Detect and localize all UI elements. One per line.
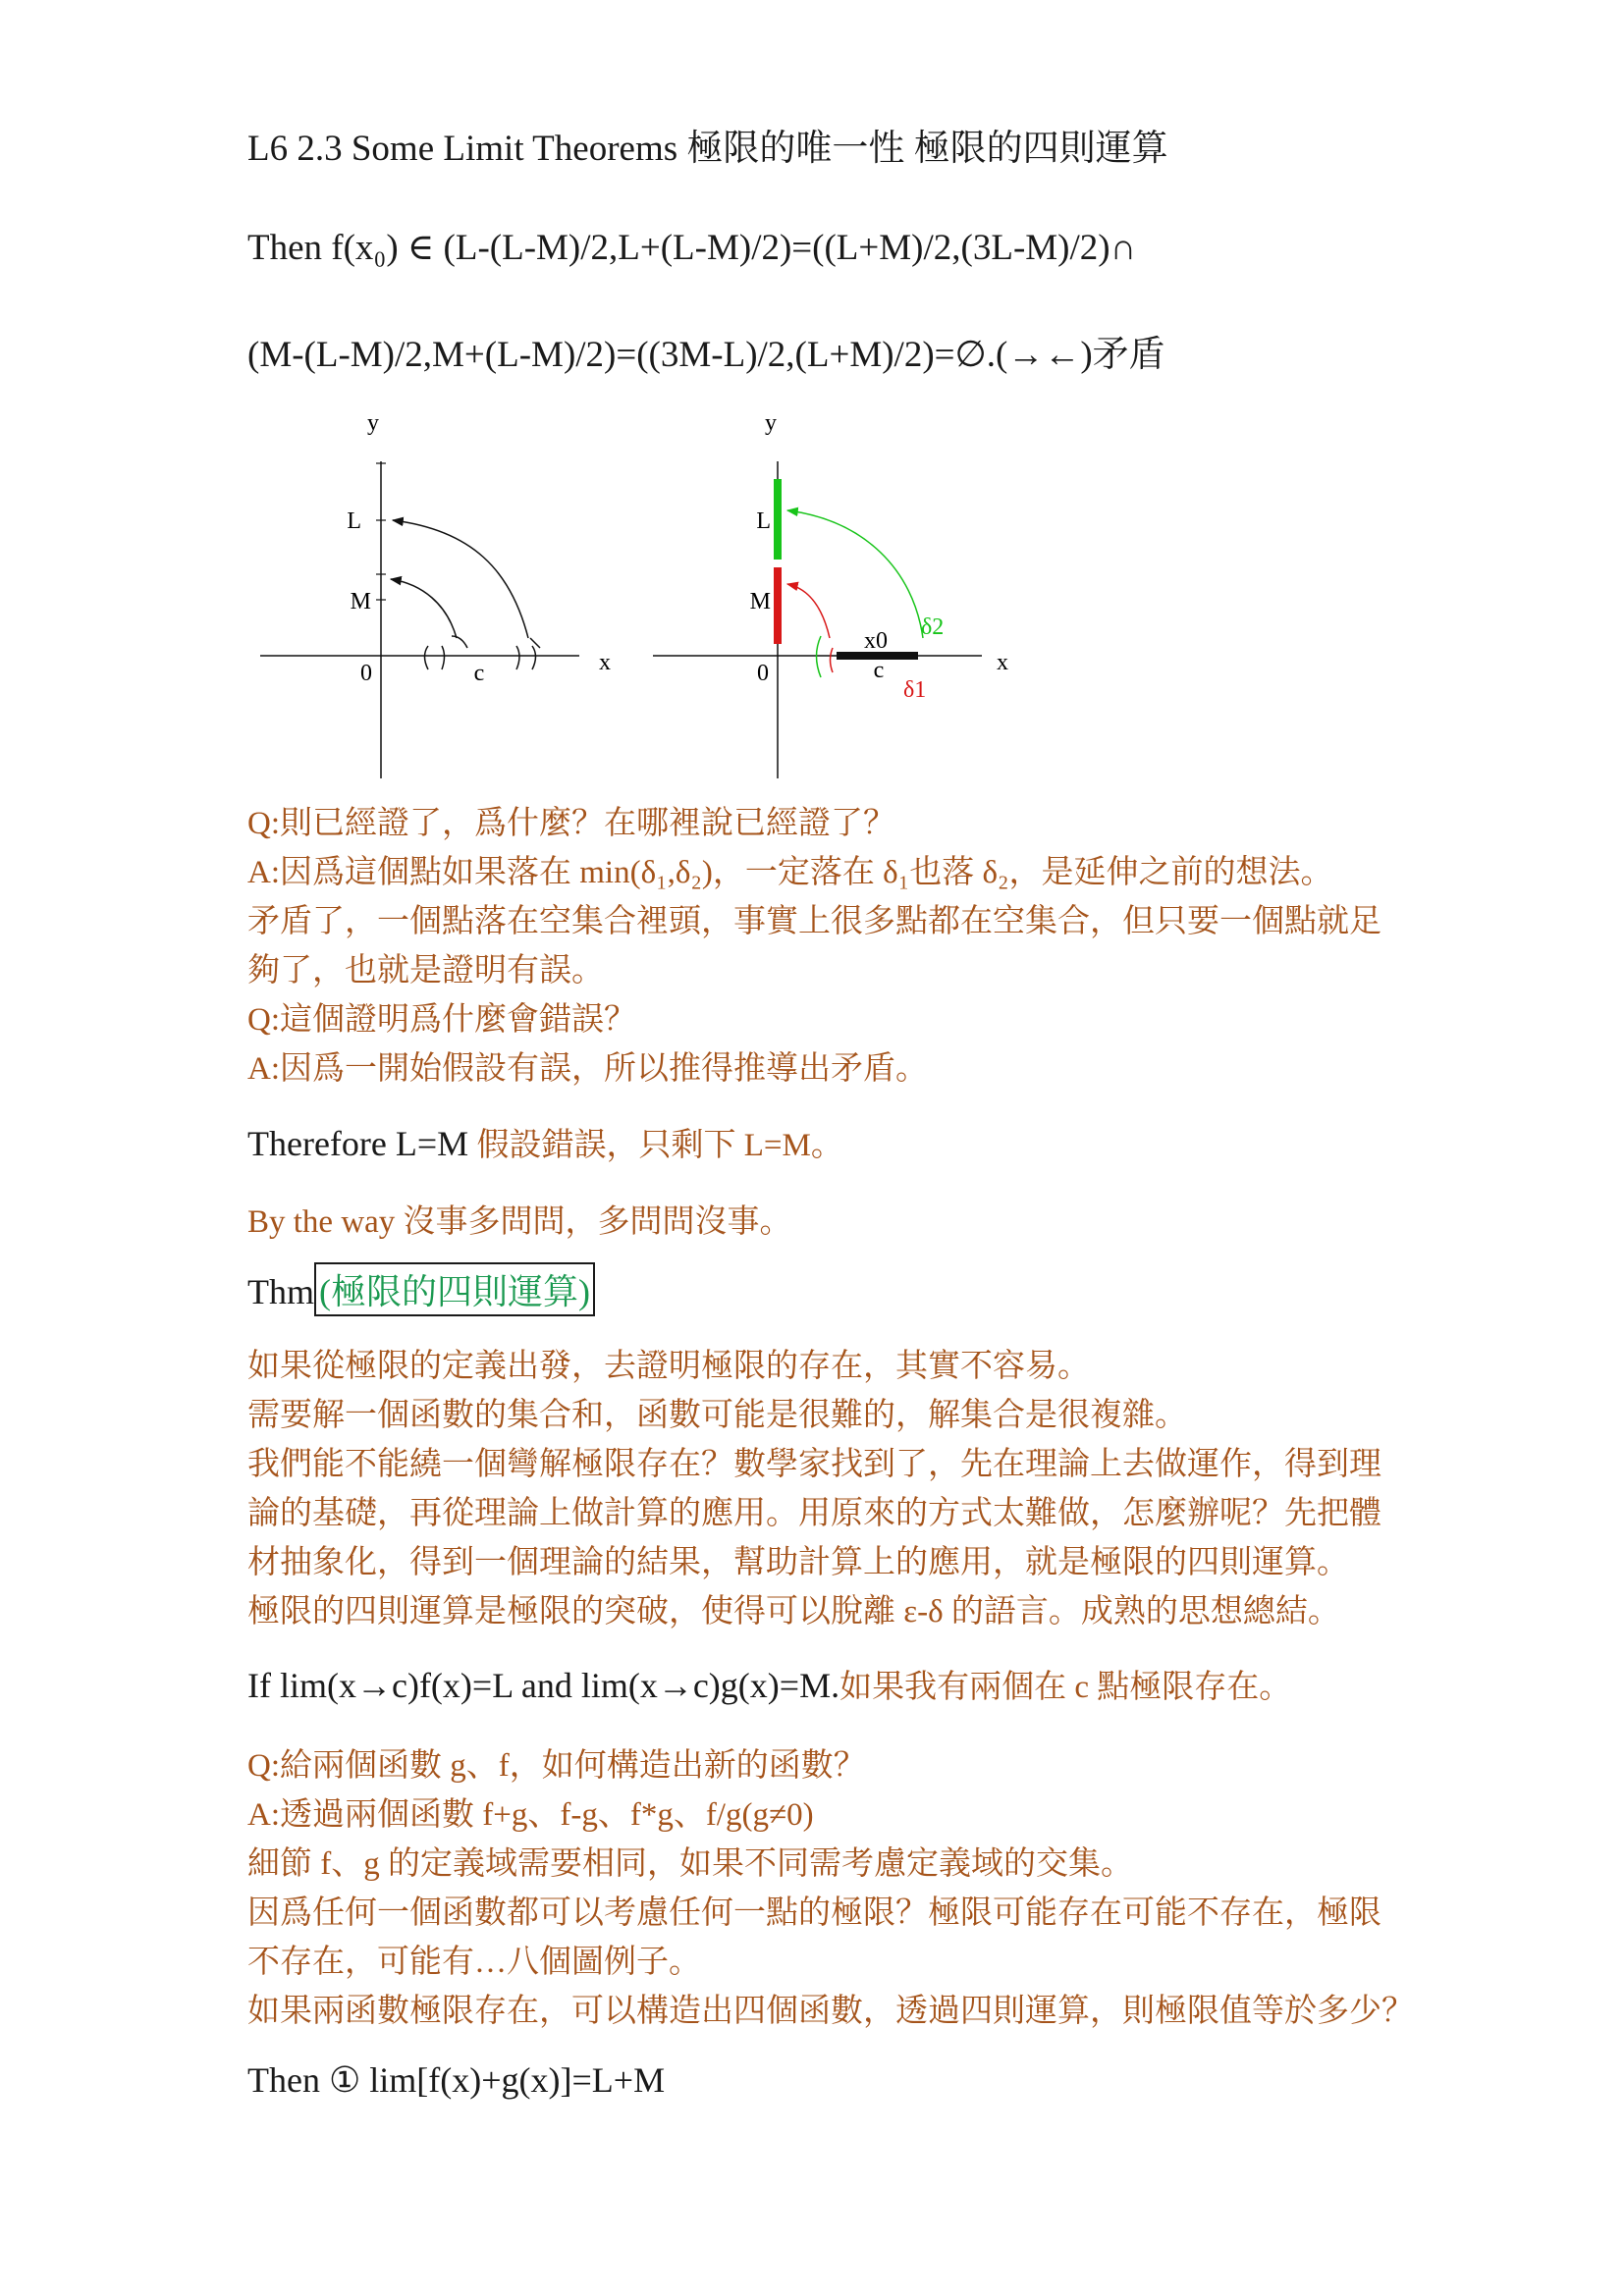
left-diagram bbox=[260, 410, 611, 778]
qa2-line-4: 因爲任何一個函數都可以考慮任何一點的極限？極限可能存在可能不存在，極限 bbox=[247, 1896, 1381, 1931]
if-note: 如果我有兩個在 c 點極限存在。 bbox=[839, 1670, 1292, 1705]
page-title: L6 2.3 Some Limit Theorems 極限的唯一性 極限的四則運算 bbox=[247, 129, 1168, 169]
left-M-label: M bbox=[350, 589, 371, 614]
left-x-label: x bbox=[599, 650, 611, 675]
qa2-line-1: Q:給兩個函數 g、f，如何構造出新的函數？ bbox=[247, 1748, 866, 1784]
right-c-label: c bbox=[873, 658, 885, 683]
para-line-6: 極限的四則運算是極限的突破，使得可以脫離 ε-δ 的語言。成熟的思想總結。 bbox=[247, 1594, 1340, 1629]
therefore-prefix: Therefore L=M bbox=[247, 1124, 469, 1163]
para-line-2: 需要解一個函數的集合和，函數可能是很難的，解集合是很複雜。 bbox=[247, 1398, 1187, 1433]
if-line bbox=[247, 1661, 1291, 1707]
therefore-line bbox=[247, 1119, 843, 1165]
by-the-way-line: By the way 沒事多問問，多問問沒事。 bbox=[247, 1204, 792, 1240]
left-origin-label: 0 bbox=[360, 661, 372, 686]
qa2-line-5: 不存在，可能有…八個圖例子。 bbox=[247, 1945, 701, 1980]
para-line-1: 如果從極限的定義出發，去證明極限的存在，其實不容易。 bbox=[247, 1349, 1090, 1384]
limit-figure bbox=[236, 402, 1051, 785]
para-line-3: 我們能不能繞一個彎解極限存在？數學家找到了，先在理論上去做運作，得到理 bbox=[247, 1447, 1381, 1482]
qa1-line-2: A:因爲這個點如果落在 min(δ₁,δ₂)，一定落在 δ₁也落 δ₂，是延伸之前的想法。 bbox=[247, 855, 1333, 890]
delta1-label: δ1 bbox=[903, 677, 927, 703]
left-c-label: c bbox=[473, 661, 485, 686]
proof-line-2: (M-(L-M)/2,M+(L-M)/2)=((3M-L)/2,(L+M)/2)=∅.(→←)矛盾 bbox=[247, 335, 1165, 375]
qa1-line-1: Q:則已經證了，爲什麼？在哪裡說已經證了？ bbox=[247, 806, 895, 841]
right-origin-label: 0 bbox=[757, 661, 769, 686]
qa1-line-5: Q:這個證明爲什麼會錯誤？ bbox=[247, 1002, 636, 1038]
proof-line-1: Then f(x₀) ∈ (L-(L-M)/2,L+(L-M)/2)=((L+M)/2,(3L-M)/2)∩ bbox=[247, 228, 1137, 268]
then-line-1: Then ① lim[f(x)+g(x)]=L+M bbox=[247, 2060, 666, 2100]
right-y-label: y bbox=[765, 410, 777, 436]
right-diagram bbox=[653, 410, 1008, 778]
thm-boxed-title: (極限的四則運算) bbox=[314, 1262, 595, 1316]
right-M-label: M bbox=[749, 589, 771, 614]
para-line-5: 材抽象化，得到一個理論的結果，幫助計算上的應用，就是極限的四則運算。 bbox=[247, 1545, 1349, 1580]
left-y-label: y bbox=[367, 410, 379, 436]
thm-prefix: Thm bbox=[247, 1272, 314, 1311]
therefore-rest: 假設錯誤，只剩下 L=M。 bbox=[468, 1128, 843, 1163]
green-interval bbox=[774, 479, 782, 560]
qa2-line-6: 如果兩函數極限存在，可以構造出四個函數，透過四則運算，則極限值等於多少？ bbox=[247, 1994, 1414, 2029]
right-x0-label: x0 bbox=[864, 628, 888, 654]
qa1-line-3: 矛盾了，一個點落在空集合裡頭，事實上很多點都在空集合，但只要一個點就足 bbox=[247, 904, 1381, 939]
qa1-line-6: A:因爲一開始假設有誤，所以推得推導出矛盾。 bbox=[247, 1051, 928, 1087]
red-interval bbox=[774, 567, 782, 644]
right-x-label: x bbox=[997, 650, 1008, 675]
left-L-label: L bbox=[347, 508, 361, 534]
thm-heading bbox=[247, 1262, 595, 1316]
if-math: If lim(x→c)f(x)=L and lim(x→c)g(x)=M. bbox=[247, 1666, 840, 1705]
para-line-4: 論的基礎，再從理論上做計算的應用。用原來的方式太難做，怎麼辦呢？先把體 bbox=[247, 1496, 1381, 1531]
qa2-line-2: A:透過兩個函數 f+g、f-g、f*g、f/g(g≠0) bbox=[247, 1797, 814, 1833]
right-L-label: L bbox=[756, 508, 771, 534]
delta2-label: δ2 bbox=[921, 614, 945, 640]
qa2-line-3: 細節 f、g 的定義域需要相同，如果不同需考慮定義域的交集。 bbox=[247, 1846, 1133, 1882]
qa1-line-4: 夠了，也就是證明有誤。 bbox=[247, 953, 604, 988]
